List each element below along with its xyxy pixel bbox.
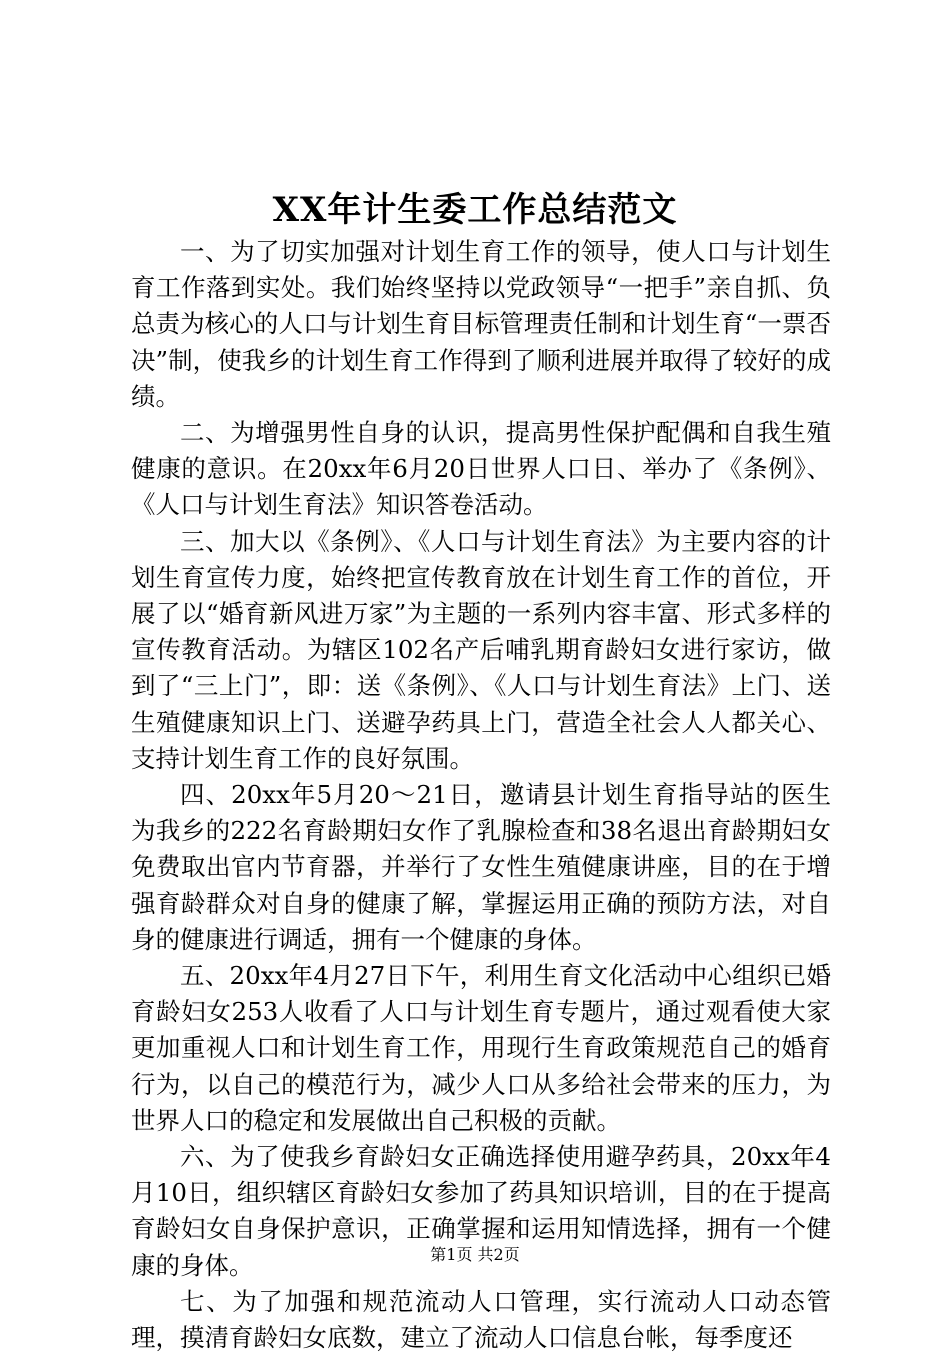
document-body — [131, 234, 831, 1356]
paragraph-1: 一、为了切实加强对计划生育工作的领导，使人口与计划生育工作落到实处。我们始终坚持以党政领导“一把手”亲自抓、负总责为核心的人口与计划生育目标管理责任制和计划生育“一票否决”制，使我乡的计划生育工作得到了顺利进展并取得了较好的成绩。 — [131, 237, 831, 411]
paragraph-5: 五、20xx年4月27日下午，利用生育文化活动中心组织已婚育龄妇女253人收看了人口与计划生育专题片，通过观看使大家更加重视人口和计划生育工作，用现行生育政策规范自己的婚育行为，以自己的模范行为，减少人口从多给社会带来的压力，为世界人口的稳定和发展做出自己积极的贡献。 — [131, 961, 831, 1135]
paragraph-3: 三、加大以《条例》、《人口与计划生育法》为主要内容的计划生育宣传力度，始终把宣传教育放在计划生育工作的首位，开展了以“婚育新风进万家”为主题的一系列内容丰富、形式多样的宣传教育活动。为辖区102名产后哺乳期育龄妇女进行家访，做到了“三上门”，即：送《条例》、《人口与计划生育法》上门、送生殖健康知识上门、送避孕药具上门，营造全社会人人都关心、支持计划生育工作的良好氛围。 — [131, 526, 831, 773]
paragraph-4: 四、20xx年5月20～21日，邀请县计划生育指导站的医生为我乡的222名育龄期妇女作了乳腺检查和38名退出育龄期妇女免费取出官内节育器，并举行了女性生殖健康讲座，目的在于增强育龄群众对自身的健康了解，掌握运用正确的预防方法，对自身的健康进行调适，拥有一个健康的身体。 — [131, 780, 831, 954]
paragraph-6: 六、为了使我乡育龄妇女正确选择使用避孕药具，20xx年4月10日，组织辖区育龄妇女参加了药具知识培训，目的在于提高育龄妇女自身保护意识，正确掌握和运用知情选择，拥有一个健康的身体。 — [131, 1142, 831, 1280]
paragraph-2: 二、为增强男性自身的认识，提高男性保护配偶和自我生殖健康的意识。在20xx年6月20日世界人口日、举办了《条例》、《人口与计划生育法》知识答卷活动。 — [131, 418, 831, 520]
page-footer: 第1页 共2页 — [430, 1245, 520, 1264]
document-title: XX年计生委工作总结范文 — [272, 190, 678, 230]
paragraph-7: 七、为了加强和规范流动人口管理，实行流动人口动态管理，摸清育龄妇女底数，建立了流动人口信息台帐，每季度还 — [131, 1286, 831, 1353]
